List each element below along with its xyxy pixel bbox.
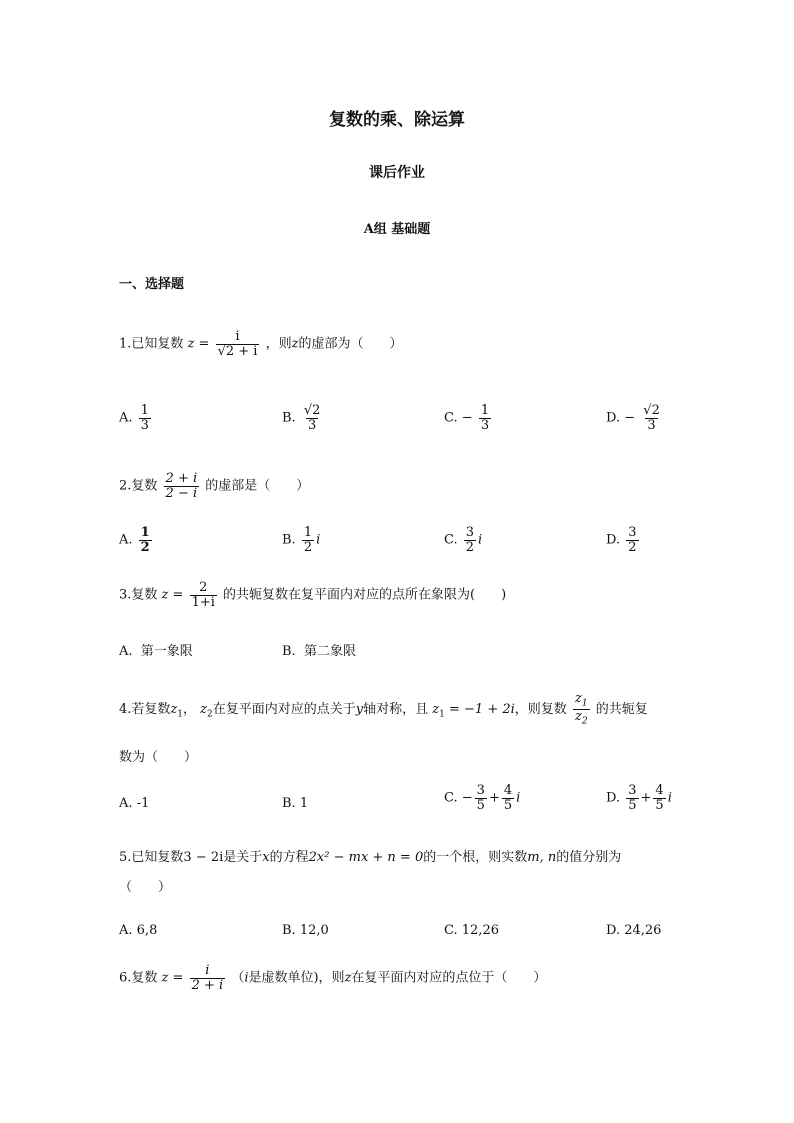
q4-sep: ，	[183, 702, 197, 718]
option-fraction	[302, 526, 314, 554]
option-tail: i	[478, 532, 483, 548]
q4-option-c[interactable]	[444, 784, 520, 812]
q5-mid: 是关于	[223, 850, 263, 865]
q4-z1: z	[170, 702, 178, 718]
option-label: B.	[282, 923, 296, 938]
q3-num: 2	[199, 580, 208, 595]
q6-z-eq: z =	[161, 970, 184, 986]
q2-option-d[interactable]	[606, 526, 641, 554]
option-label: D.	[606, 532, 621, 548]
q4-den-sub: 2	[581, 716, 588, 727]
q4-mid: 在复平面内对应的点关于	[212, 702, 356, 718]
q6-suffix: 在复平面内对应的点位于（ ）	[351, 970, 547, 986]
q3-fraction	[190, 581, 217, 609]
q4-z2: z	[200, 702, 208, 718]
option-fraction	[302, 404, 323, 432]
q5-val: 3 − 2i	[183, 850, 224, 865]
q1-option-b[interactable]	[282, 404, 324, 432]
q4-option-a[interactable]	[119, 796, 149, 811]
q1-suffix-b: 的虚部为（ ）	[298, 336, 403, 352]
q4-den	[573, 709, 590, 727]
plus: +	[640, 790, 652, 806]
frac-den: 3	[307, 417, 317, 433]
option-label: A.	[119, 644, 133, 659]
q2-option-c[interactable]	[444, 526, 482, 554]
q4-num-z: z	[574, 691, 582, 706]
q3-option-a[interactable]	[119, 640, 193, 659]
q5-mn: m, n	[527, 850, 557, 865]
q4-den-z: z	[574, 709, 582, 725]
option-label: B.	[282, 410, 296, 426]
q5-eq: 2x² − mx + n = 0	[308, 850, 424, 865]
q2-num: 2 + i	[165, 471, 198, 486]
q4-option-b[interactable]	[282, 796, 308, 811]
question-4	[119, 692, 648, 727]
q5-mid3: 的一个根，则实数	[423, 850, 528, 865]
option-fraction	[626, 526, 638, 554]
frac-num: 3	[628, 525, 637, 540]
frac-num: 3	[628, 783, 637, 798]
option-text: -1	[136, 796, 150, 811]
option-tail: i	[316, 532, 321, 548]
q1-option-d[interactable]	[606, 404, 664, 432]
q2-fraction	[164, 472, 200, 500]
q5-option-a[interactable]	[119, 923, 157, 938]
q1-z-eq: z =	[187, 336, 210, 352]
option-text: 6,8	[136, 923, 158, 938]
q4-sub1: 1	[177, 709, 183, 720]
q6-i: i	[244, 970, 249, 986]
q5-x: x	[262, 850, 270, 865]
imag-unit: i	[516, 790, 521, 806]
frac-den: 3	[647, 417, 656, 433]
option-fraction	[626, 784, 638, 812]
option-label: C.	[444, 790, 458, 806]
option-label: D.	[606, 410, 621, 426]
frac-num: 4	[655, 783, 664, 798]
option-label: B.	[282, 532, 296, 548]
q2-prefix: 2.复数	[119, 478, 158, 494]
q6-prefix: 6.复数	[119, 970, 158, 986]
option-sign: −	[461, 410, 473, 426]
q6-mid: （	[231, 970, 245, 986]
q5-option-b[interactable]	[282, 923, 329, 938]
q1-prefix: 1.已知复数	[119, 336, 184, 352]
q6-mid2: 是虚数单位)，则	[248, 970, 345, 986]
q3-suffix: 的共轭复数在复平面内对应的点所在象限为( )	[223, 587, 507, 603]
q4-sub1b: 1	[439, 709, 445, 720]
q4-option-d[interactable]	[606, 784, 672, 812]
q4-num	[573, 692, 590, 709]
q4-line2: 数为（ ）	[119, 750, 198, 765]
option-label: A.	[119, 923, 133, 938]
option-label: C.	[444, 410, 458, 426]
plus: +	[488, 790, 500, 806]
question-2	[119, 472, 309, 500]
q3-prefix: 3.复数	[119, 587, 158, 603]
frac-den: 2	[465, 539, 475, 555]
option-fraction	[641, 404, 662, 432]
q4-prefix: 4.若复数	[119, 702, 171, 718]
frac-num: 1	[140, 525, 150, 540]
q2-suffix: 的虚部是（ ）	[205, 478, 310, 494]
option-text: 12,26	[461, 923, 499, 938]
option-label: A.	[119, 532, 133, 548]
frac-den: 2	[140, 539, 150, 555]
q1-num: i	[235, 329, 240, 344]
frac-den: 5	[655, 797, 664, 813]
q3-z-eq: z =	[161, 587, 184, 603]
option-fraction	[653, 784, 665, 812]
option-fraction	[139, 526, 152, 554]
q4-z1-eq-var: z	[432, 702, 440, 718]
frac-num: 4	[503, 783, 513, 798]
option-sign: −	[624, 410, 636, 426]
q4-sub2: 2	[207, 709, 213, 720]
q1-suffix-a: ，则	[265, 336, 292, 352]
q2-option-b[interactable]	[282, 526, 320, 554]
q6-den: 2 + i	[191, 977, 224, 993]
option-label: C.	[444, 532, 458, 548]
imag-unit: i	[667, 790, 672, 806]
option-label: D.	[606, 790, 621, 806]
q1-option-a[interactable]	[119, 404, 153, 432]
option-fraction	[464, 526, 476, 554]
option-label: C.	[444, 923, 458, 938]
option-sign: −	[461, 790, 473, 806]
q1-den: √2 + i	[217, 343, 258, 359]
frac-den: 3	[480, 417, 490, 433]
q6-fraction	[190, 964, 226, 992]
q1-option-c[interactable]	[444, 404, 493, 432]
frac-num: 3	[476, 783, 485, 798]
q4-fraction	[573, 692, 590, 727]
q4-eq: = −1 + 2i	[449, 702, 515, 718]
q2-den: 2 − i	[165, 485, 198, 501]
frac-den: 2	[628, 539, 637, 555]
question-6	[119, 964, 546, 992]
q4-mid2: 轴对称，且	[363, 702, 429, 718]
q4-mid3: ，则复数	[514, 702, 567, 718]
q5-option-c[interactable]	[444, 923, 499, 938]
frac-num: 3	[465, 525, 475, 540]
option-fraction	[139, 404, 151, 432]
q6-z: z	[344, 970, 352, 986]
q4-y: y	[355, 702, 364, 718]
frac-num: √2	[303, 403, 321, 418]
option-text: 1	[299, 796, 309, 811]
option-text: 第二象限	[303, 644, 356, 659]
frac-den: 3	[140, 417, 149, 433]
frac-den: 5	[476, 797, 485, 813]
frac-num: 1	[303, 525, 313, 540]
frac-num: 1	[480, 403, 490, 418]
option-label: A.	[119, 796, 133, 811]
question-5	[119, 846, 621, 865]
option-fraction	[479, 404, 491, 432]
q5-suffix: 的值分别为	[556, 850, 622, 865]
frac-den: 2	[303, 539, 313, 555]
q3-option-b[interactable]	[282, 640, 356, 659]
option-text: 24,26	[624, 923, 662, 938]
q4-num-sub: 1	[581, 698, 588, 709]
option-label: B.	[282, 796, 296, 811]
q5-mid2: 的方程	[269, 850, 309, 865]
frac-den: 5	[628, 797, 637, 813]
q2-option-a[interactable]	[119, 526, 154, 554]
option-label: A.	[119, 410, 133, 426]
page-title: 复数的乘、除运算	[329, 110, 465, 130]
option-label: D.	[606, 923, 621, 938]
q1-z: z	[291, 336, 299, 352]
frac-num: 1	[140, 403, 149, 418]
section-heading: 一、选择题	[119, 277, 185, 292]
option-text: 12,0	[299, 923, 329, 938]
q1-fraction	[216, 330, 260, 358]
q5-option-d[interactable]	[606, 923, 661, 938]
group-heading: A组 基础题	[363, 222, 431, 237]
option-fraction	[502, 784, 514, 812]
q4-suffix: 的共轭复	[595, 702, 648, 718]
option-fraction	[475, 784, 487, 812]
frac-den: 5	[503, 797, 513, 813]
page-subtitle: 课后作业	[369, 165, 425, 181]
option-text: 第一象限	[140, 644, 193, 659]
q5-prefix: 5.已知复数	[119, 850, 184, 865]
option-label: B.	[282, 644, 296, 659]
question-3	[119, 581, 506, 609]
frac-num: √2	[643, 403, 660, 418]
q6-num: i	[205, 963, 210, 978]
q3-den: 1+i	[191, 594, 215, 610]
q5-line2: （ ）	[119, 880, 172, 895]
question-1	[119, 330, 402, 358]
